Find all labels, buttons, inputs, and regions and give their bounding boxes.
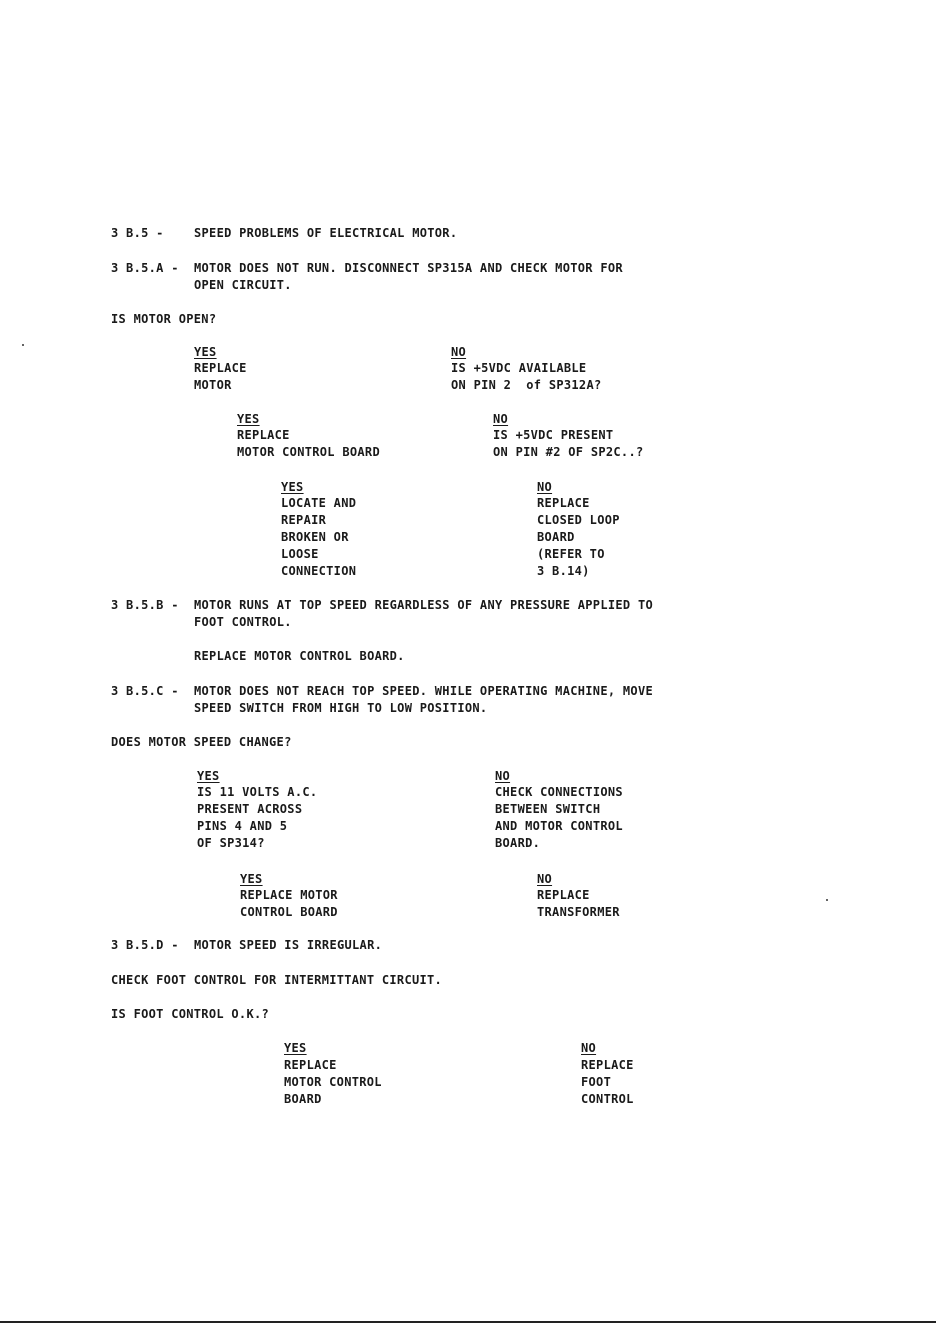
section-text: SPEED SWITCH FROM HIGH TO LOW POSITION. [194,701,488,715]
yes-label: YES [284,1041,307,1055]
answer-text: LOCATE AND [281,496,357,510]
answer-text: REPLACE MOTOR [240,888,338,902]
answer-text: REPLACE [284,1058,337,1072]
question-text: IS FOOT CONTROL O.K.? [111,1007,270,1021]
scan-speck [22,344,24,346]
answer-text: REPLACE [537,496,590,510]
answer-text: REPLACE [581,1058,634,1072]
action-text: REPLACE MOTOR CONTROL BOARD. [194,649,405,663]
answer-text: CHECK CONNECTIONS [495,785,623,799]
section-title: SPEED PROBLEMS OF ELECTRICAL MOTOR. [194,226,458,240]
no-label: NO [537,480,553,494]
question-text: IS MOTOR OPEN? [111,312,217,326]
answer-text: REPLACE [237,428,290,442]
answer-text: MOTOR CONTROL BOARD [237,445,380,459]
answer-text: AND MOTOR CONTROL [495,819,623,833]
yes-label: YES [237,412,260,426]
answer-text: BOARD [537,530,575,544]
answer-text: BETWEEN SWITCH [495,802,601,816]
answer-text: MOTOR CONTROL [284,1075,382,1089]
section-number: 3 B.5.D - [111,938,179,952]
answer-text: (REFER TO [537,547,605,561]
no-label: NO [495,769,511,783]
no-label: NO [537,872,553,886]
no-label: NO [493,412,509,426]
check-text: CHECK FOOT CONTROL FOR INTERMITTANT CIRCUIT. [111,973,443,987]
answer-text: 3 B.14) [537,564,590,578]
section-number: 3 B.5 - [111,226,164,240]
answer-text: LOOSE [281,547,319,561]
yes-label: YES [197,769,220,783]
section-text: MOTOR RUNS AT TOP SPEED REGARDLESS OF ANY PRESSURE APPLIED TO [194,598,654,612]
answer-text: BROKEN OR [281,530,349,544]
answer-text: PINS 4 AND 5 [197,819,288,833]
answer-text: IS 11 VOLTS A.C. [197,785,318,799]
answer-text: TRANSFORMER [537,905,620,919]
answer-text: REPLACE [194,361,247,375]
section-text: MOTOR SPEED IS IRREGULAR. [194,938,383,952]
answer-text: FOOT [581,1075,612,1089]
answer-text: CONTROL [581,1092,634,1106]
section-number: 3 B.5.B - [111,598,179,612]
answer-text: IS +5VDC AVAILABLE [451,361,587,375]
section-text: FOOT CONTROL. [194,615,292,629]
answer-text: CONNECTION [281,564,357,578]
no-label: NO [581,1041,597,1055]
section-text: OPEN CIRCUIT. [194,278,292,292]
answer-text: BOARD [284,1092,322,1106]
answer-text: CONTROL BOARD [240,905,338,919]
section-text: MOTOR DOES NOT RUN. DISCONNECT SP315A AND CHECK MOTOR FOR [194,261,623,275]
answer-text: ON PIN #2 OF SP2C..? [493,445,644,459]
answer-text: MOTOR [194,378,232,392]
yes-label: YES [281,480,304,494]
answer-text: BOARD. [495,836,541,850]
answer-text: REPLACE [537,888,590,902]
answer-text: CLOSED LOOP [537,513,620,527]
section-number: 3 B.5.A - [111,261,179,275]
section-text: MOTOR DOES NOT REACH TOP SPEED. WHILE OPERATING MACHINE, MOVE [194,684,654,698]
scan-speck [826,899,828,901]
section-number: 3 B.5.C - [111,684,179,698]
answer-text: OF SP314? [197,836,265,850]
answer-text: ON PIN 2 of SP312A? [451,378,602,392]
page-bottom-edge [0,1321,936,1323]
no-label: NO [451,345,467,359]
yes-label: YES [240,872,263,886]
answer-text: PRESENT ACROSS [197,802,303,816]
question-text: DOES MOTOR SPEED CHANGE? [111,735,292,749]
answer-text: REPAIR [281,513,327,527]
answer-text: IS +5VDC PRESENT [493,428,614,442]
yes-label: YES [194,345,217,359]
